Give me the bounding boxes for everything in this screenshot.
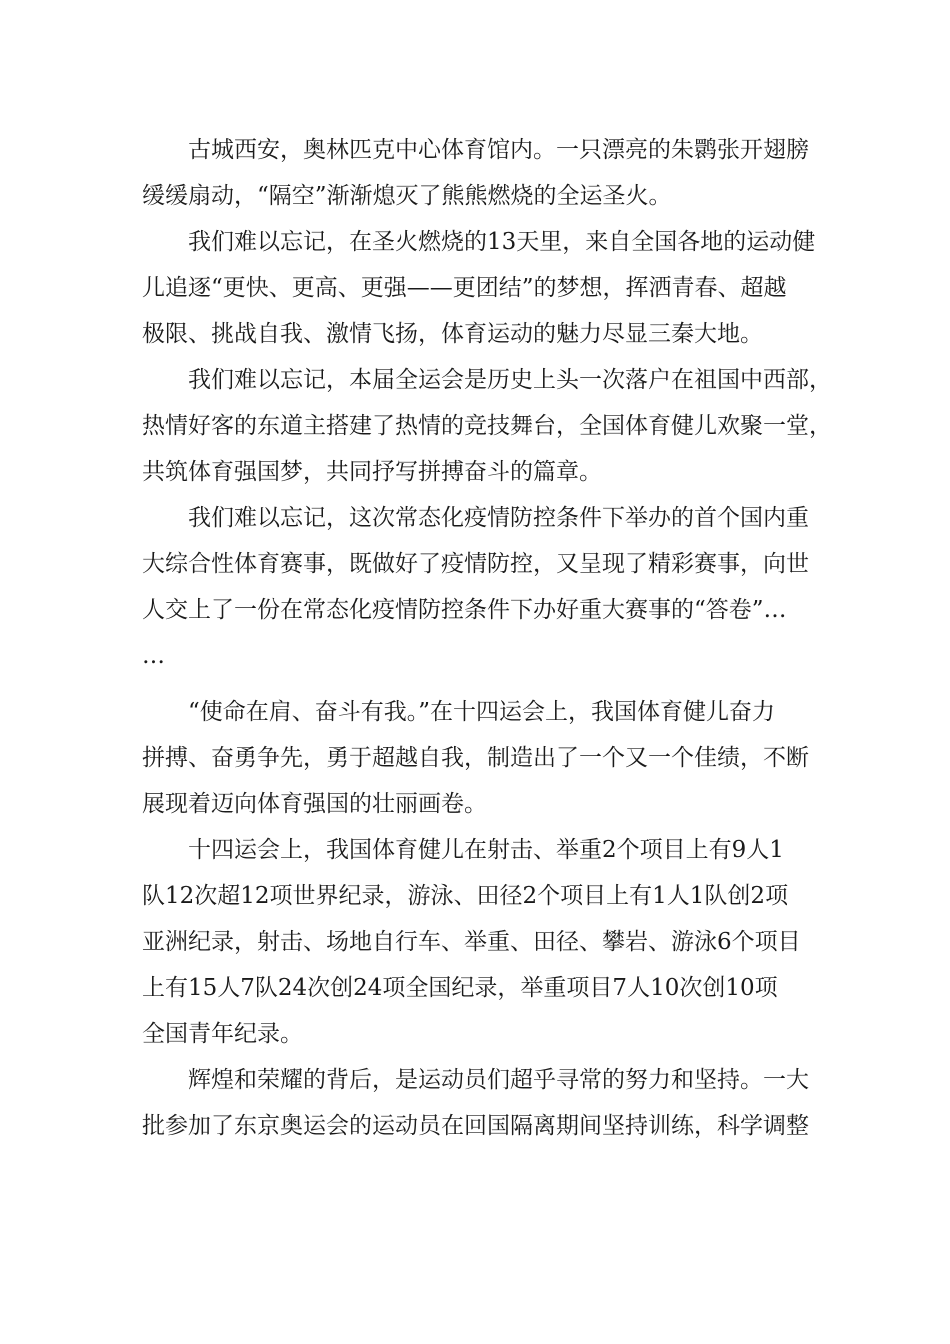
text-line: 极限、挑战自我、激情飞扬，体育运动的魅力尽显三秦大地。: [142, 321, 763, 347]
text-line: 缓缓扇动，“隔空”渐渐熄灭了熊熊燃烧的全运圣火。: [142, 183, 672, 209]
paragraph-4: [142, 495, 822, 679]
paragraph-7: [142, 1057, 822, 1149]
text-line: 热情好客的东道主搭建了热情的竞技舞台，全国体育健儿欢聚一堂，: [142, 413, 832, 439]
text-line: 拼搏、奋勇争先，勇于超越自我，制造出了一个又一个佳绩，不断: [142, 745, 809, 771]
text-line: 古城西安，奥林匹克中心体育馆内。一只漂亮的朱鹮张开翅膀: [188, 137, 809, 163]
text-line: …: [142, 643, 165, 669]
paragraph-3: [142, 357, 832, 495]
text-line: 上有15人7队24次创24项全国纪录，举重项目7人10次创10项: [142, 975, 778, 1001]
paragraph-1: [142, 127, 822, 219]
text-line: 展现着迈向体育强国的壮丽画卷。: [142, 791, 487, 817]
text-line: 人交上了一份在常态化疫情防控条件下办好重大赛事的“答卷”…: [142, 597, 787, 623]
text-line: 亚洲纪录，射击、场地自行车、举重、田径、攀岩、游泳6个项目: [142, 929, 801, 955]
text-line: 共筑体育强国梦，共同抒写拼搏奋斗的篇章。: [142, 459, 602, 485]
text-line: 队12次超12项世界纪录，游泳、田径2个项目上有1人1队创2项: [142, 883, 789, 909]
text-line: 我们难以忘记，在圣火燃烧的13天里，来自全国各地的运动健: [188, 229, 816, 255]
text-line: 全国青年纪录。: [142, 1021, 303, 1047]
paragraph-2: [142, 219, 822, 357]
text-line: 批参加了东京奥运会的运动员在回国隔离期间坚持训练，科学调整: [142, 1113, 809, 1139]
text-line: 辉煌和荣耀的背后，是运动员们超乎寻常的努力和坚持。一大: [188, 1067, 809, 1093]
text-line: 我们难以忘记，这次常态化疫情防控条件下举办的首个国内重: [188, 505, 809, 531]
text-line: 我们难以忘记，本届全运会是历史上头一次落户在祖国中西部，: [188, 367, 832, 393]
text-line: 儿追逐“更快、更高、更强——更团结”的梦想，挥洒青春、超越: [142, 275, 787, 301]
text-line: “使命在肩、奋斗有我。”在十四运会上，我国体育健儿奋力: [188, 699, 776, 725]
document-body: [142, 127, 832, 1149]
text-line: 十四运会上，我国体育健儿在射击、举重2个项目上有9人1: [188, 837, 784, 863]
paragraph-5: [142, 689, 822, 827]
text-line: 大综合性体育赛事，既做好了疫情防控，又呈现了精彩赛事，向世: [142, 551, 809, 577]
paragraph-6: [142, 827, 822, 1057]
